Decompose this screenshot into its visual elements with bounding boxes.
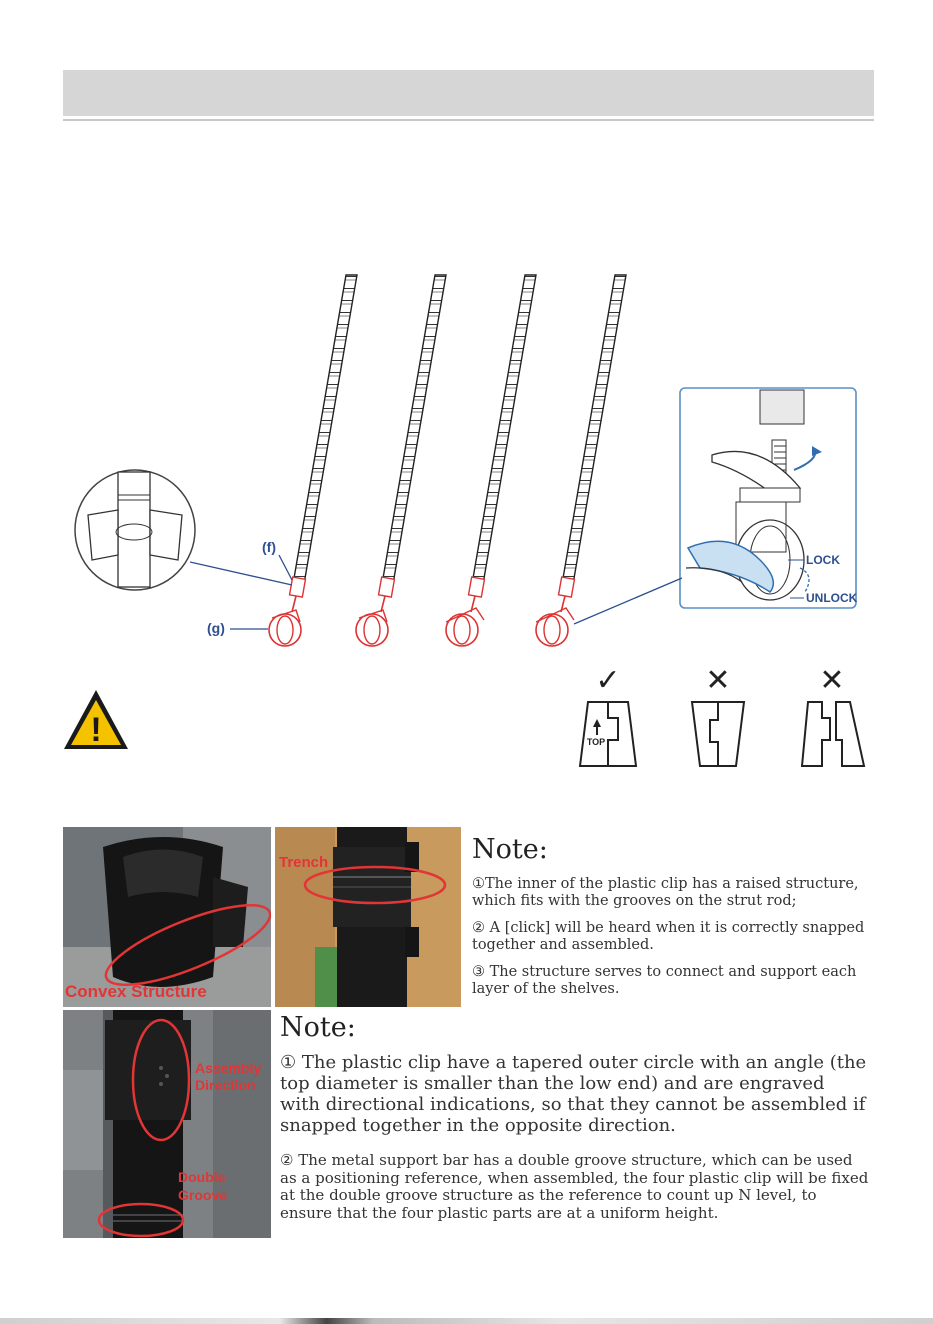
cross-icon: ✕ [819, 663, 845, 698]
unlock-label: UNLOCK [806, 591, 858, 605]
bottom-edge-strip [0, 1318, 933, 1324]
clip-detail-magnifier [75, 470, 292, 590]
note-1-title: Note: [472, 834, 548, 865]
svg-text:!: ! [90, 711, 102, 749]
photo-assembly-direction [63, 1010, 271, 1238]
rod-2 [356, 275, 446, 646]
check-icon: ✓ [595, 663, 621, 698]
label-f: (f) [262, 539, 276, 555]
note-1-item-3: ③ The structure serves to connect and support each layer of the shelves. [472, 964, 857, 997]
caster-detail-box [574, 388, 858, 624]
label-convex-structure: Convex Structure [65, 982, 207, 1001]
rod-3 [446, 275, 536, 646]
wrong-orientation-icon-1 [692, 663, 744, 766]
label-assembly: Assembly [195, 1060, 262, 1076]
label-g: (g) [207, 620, 225, 636]
rod-1 [269, 275, 357, 646]
note-1 [466, 832, 876, 1008]
photo-trench [275, 827, 461, 1007]
lock-label: LOCK [806, 553, 840, 567]
note-2-title: Note: [280, 1012, 356, 1043]
warning-icon [64, 690, 128, 749]
note-1-item-1: ①The inner of the plastic clip has a raised structure, which fits with the grooves on the strut rod; [472, 876, 859, 909]
label-trench: Trench [279, 854, 329, 871]
top-label: TOP [586, 737, 606, 747]
note-1-item-2: ② A [click] will be heard when it is correctly snapped together and assembled. [472, 920, 865, 953]
note-2-item-1: ① The plastic clip have a tapered outer circle with an angle (the top diameter is smaller than the low end) and are engraved with directional indications, so that they cannot be assembled if snapped together in the opposite direction. [280, 1052, 867, 1136]
note-2 [274, 1010, 874, 1238]
wrong-orientation-icon-2 [802, 663, 864, 766]
label-direction: Direction [195, 1077, 256, 1093]
cross-icon: ✕ [705, 663, 731, 698]
label-groove: Groove [178, 1187, 228, 1203]
rod-4 [536, 275, 626, 646]
label-double: Double [178, 1169, 226, 1185]
note-2-item-2: ② The metal support bar has a double groove structure, which can be used as a positioning reference, when assembled, the four plastic clip will be fixed at the double groove structure as the reference to count up N level, to ensure that the four plastic parts are at a uniform height. [280, 1151, 869, 1222]
photo-convex-structure [63, 827, 271, 1007]
correct-orientation-icon [580, 663, 636, 766]
